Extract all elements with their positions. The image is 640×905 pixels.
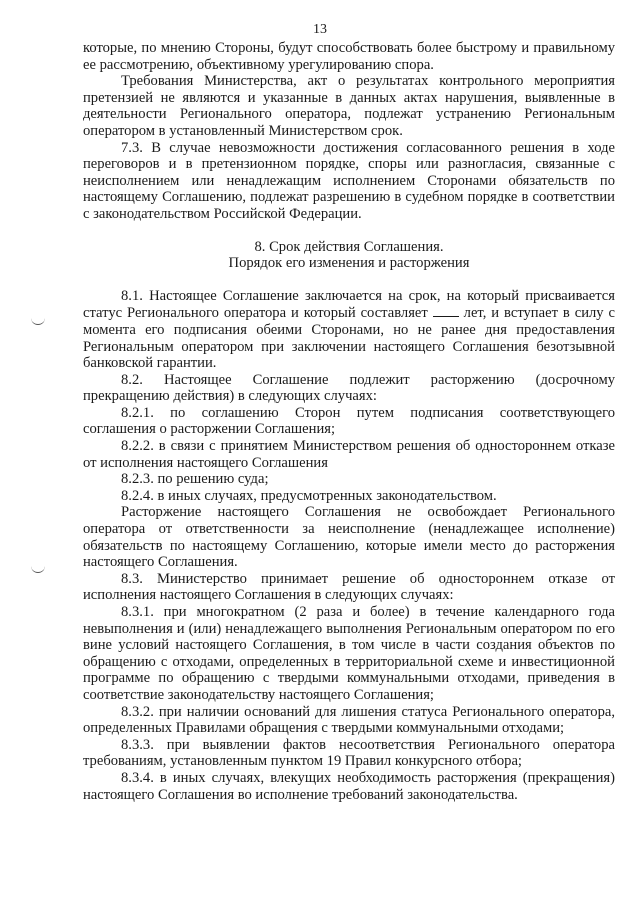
paragraph-8-1-part-a: 8.1. Настоящее Соглашение заключается на срок, на который присваивается статус Регионального оператора и который составляет (83, 287, 615, 322)
page-number: 13 (313, 22, 327, 37)
paragraph-termination: Расторжение настоящего Соглашения не освобождает Регионального оператора от ответственности за неисполнение (ненадлежащее исполнение) обязательств по настоящему Соглашению, которые имели место до расторжения настоящего Соглашения. (83, 504, 615, 571)
paragraph-8-2-2: 8.2.2. в связи с принятием Министерством решения об одностороннем отказе от исполнения настоящего Соглашения (83, 438, 615, 471)
paragraph-8-3-4: 8.3.4. в иных случаях, влекущих необходимость расторжения (прекращения) настоящего Соглашения во исполнение требований законодательства. (83, 769, 615, 803)
paragraph-8-3: 8.3. Министерство принимает решение об одностороннем отказе от исполнения настоящего Соглашения в следующих случаях: (83, 570, 615, 604)
paragraph-8-2: 8.2. Настоящее Соглашение подлежит расторжению (досрочному прекращению действия) в следующих случаях: (83, 371, 615, 405)
paragraph-8-3-2: 8.3.2. при наличии оснований для лишения статуса Регионального оператора, определенных Правилами обращения с твердыми коммунальными отходами; (83, 703, 615, 737)
document-body (83, 40, 615, 803)
paragraph-8-1-part-b: лет, и вступает в силу с момента его подписания обеими Сторонами, но не ранее дня предоставления Региональным оператором при заключении настоящего Соглашения безотзывной банковской гарантии. (83, 305, 616, 372)
paragraph-8-2-4: 8.2.4. в иных случаях, предусмотренных законодательством. (121, 487, 497, 504)
paragraph-8-2-1: 8.2.1. по соглашению Сторон путем подписания соответствующего соглашения о расторжении Соглашения; (83, 404, 615, 438)
margin-mark (31, 318, 45, 325)
paragraph-8-3-3: 8.3.3. при выявлении фактов несоответствия Регионального оператора требованиям, установленным пунктом 19 Правил конкурсного отбора; (83, 736, 615, 770)
section-title: 8. Срок действия Соглашения. (254, 238, 444, 255)
section-subtitle: Порядок его изменения и расторжения (228, 255, 470, 272)
paragraph-continuation: которые, по мнению Стороны, будут способствовать более быстрому и правильному ее рассмотрению, объективному урегулированию спора. (83, 40, 615, 73)
paragraph-8-1 (83, 288, 615, 372)
paragraph-7-3: 7.3. В случае невозможности достижения согласованного решения в ходе переговоров и в претензионном порядке, споры или разногласия, связанные с неисполнением или ненадлежащим исполнением Сторонами обязательств по настоящему Соглашению, подлежат разрешению в судебном порядке в соответствии с законодательством Российской Федерации. (83, 139, 615, 222)
term-blank-field (433, 304, 459, 317)
paragraph-8-3-1: 8.3.1. при многократном (2 раза и более) в течение календарного года невыполнения и (или) ненадлежащего выполнения Региональным оператором по его вине условий настоящего Соглашения, в том числе в части создания объектов по обращению с отходами, определенных в территориальной схеме и инвестиционной программе по обращению с твердыми коммунальными отходами, приведения в соответствие законодательству настоящего Соглашения; (83, 604, 615, 703)
paragraph-ministry-requirements: Требования Министерства, акт о результатах контрольного мероприятия претензией не являются и указанные в данных актах нарушения, выявленные в деятельности Регионального оператора, подлежат устранению Региональным оператором в установленный Министерством срок. (83, 73, 615, 139)
paragraph-8-2-3: 8.2.3. по решению суда; (121, 471, 269, 488)
margin-mark (31, 566, 45, 573)
